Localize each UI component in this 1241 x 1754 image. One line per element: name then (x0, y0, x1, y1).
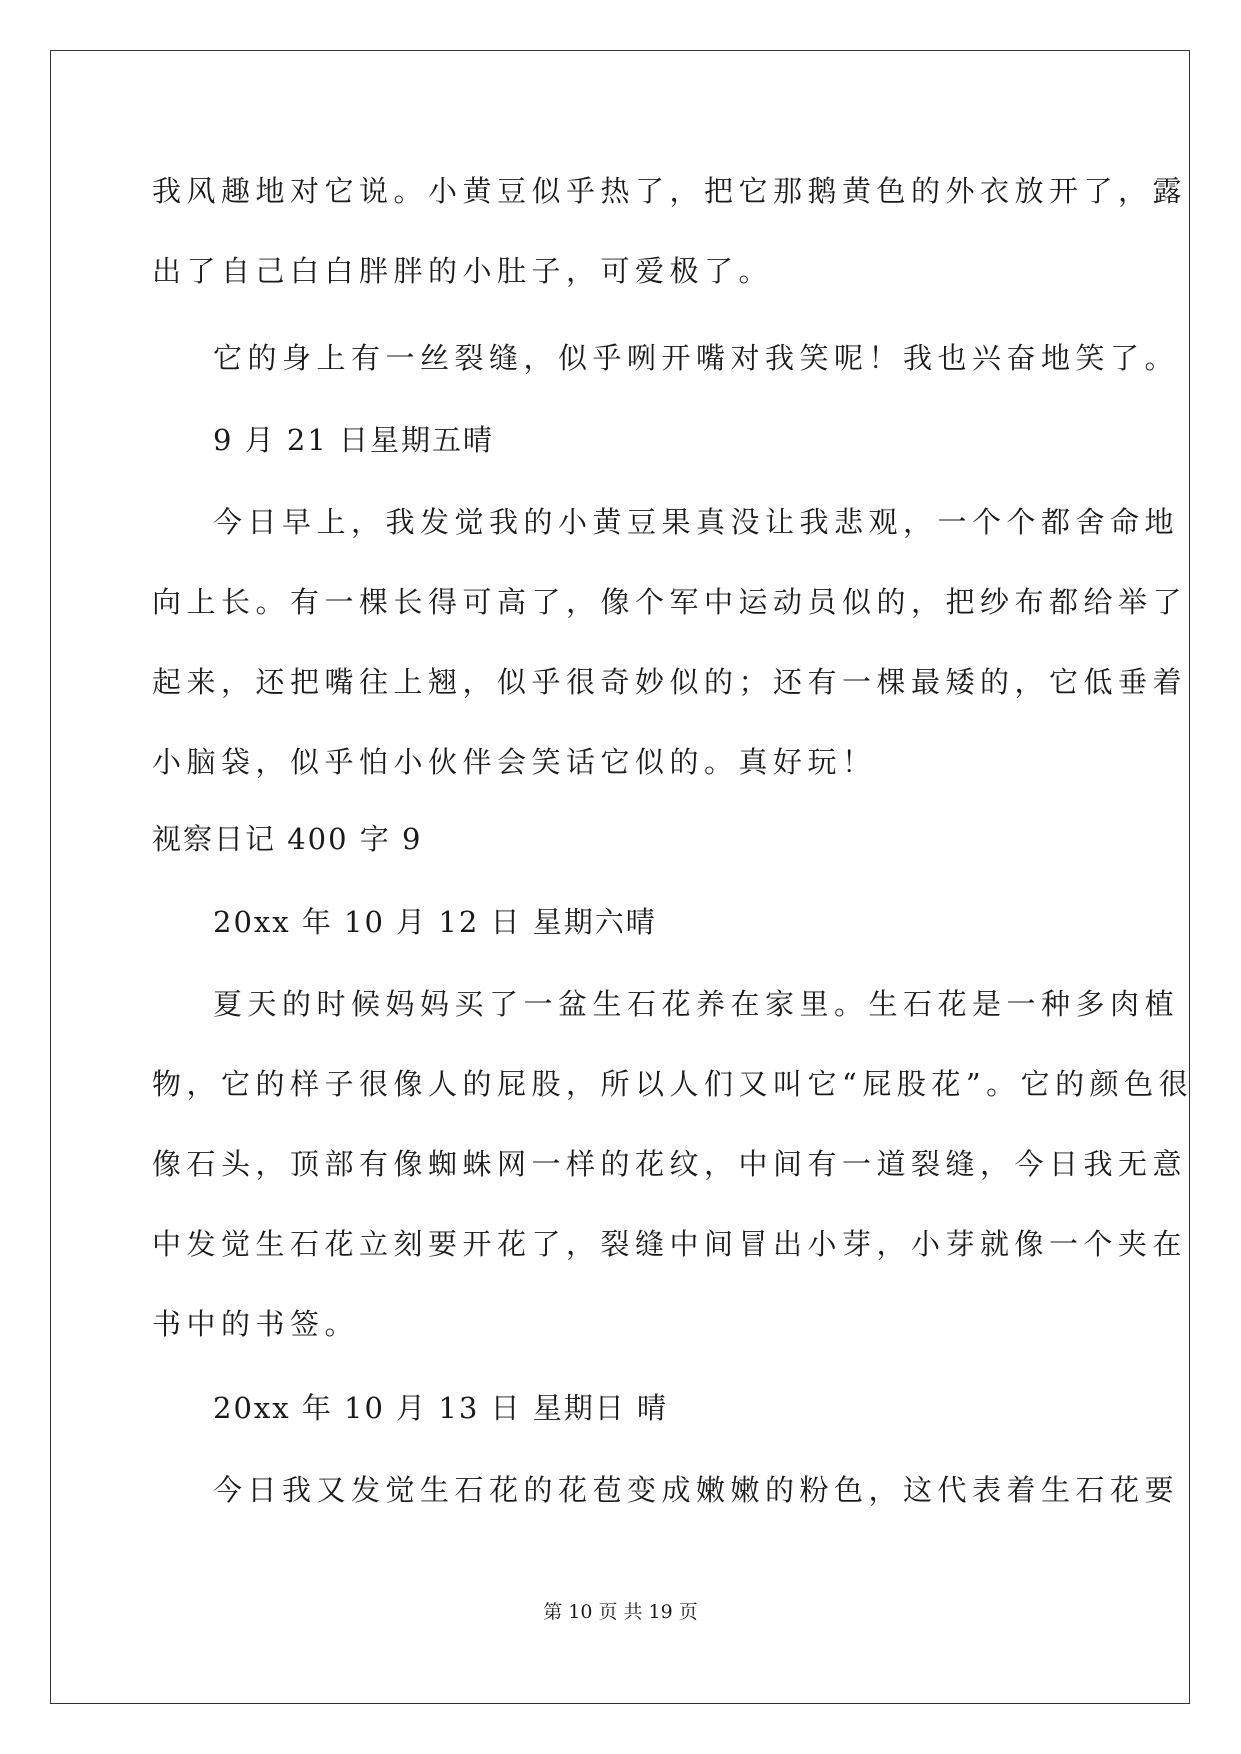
paragraph-line: 物，它的样子很像人的屁股，所以人们又叫它“屁股花”。它的颜色很 (152, 1067, 1194, 1101)
paragraph-line: 今日早上，我发觉我的小黄豆果真没让我悲观，一个个都舍命地 (213, 505, 1180, 539)
diary-date-heading: 20xx 年 10 月 13 日 星期日 晴 (213, 1391, 668, 1425)
paragraph-line: 今日我又发觉生石花的花苞变成嫩嫩的粉色，这代表着生石花要 (213, 1473, 1180, 1507)
paragraph-line: 书中的书签。 (152, 1307, 360, 1341)
diary-date-heading: 20xx 年 10 月 12 日 星期六晴 (213, 905, 657, 939)
section-title: 视察日记 400 字 9 (152, 822, 423, 856)
paragraph-line: 中发觉生石花立刻要开花了，裂缝中间冒出小芽，小芽就像一个夹在 (152, 1227, 1188, 1261)
paragraph-line: 出了自己白白胖胖的小肚子，可爱极了。 (152, 254, 774, 288)
paragraph-line: 夏天的时候妈妈买了一盆生石花养在家里。生石花是一种多肉植 (213, 987, 1180, 1021)
paragraph-line: 小脑袋，似乎怕小伙伴会笑话它似的。真好玩！ (152, 745, 877, 779)
paragraph-line: 起来，还把嘴往上翘，似乎很奇妙似的；还有一棵最矮的，它低垂着 (152, 665, 1188, 699)
diary-date-heading: 9 月 21 日星期五晴 (213, 423, 495, 457)
paragraph-line: 像石头，顶部有像蜘蛛网一样的花纹，中间有一道裂缝，今日我无意 (152, 1147, 1188, 1181)
paragraph-line: 向上长。有一棵长得可高了，像个军中运动员似的，把纱布都给举了 (152, 585, 1188, 619)
paragraph-line: 它的身上有一丝裂缝，似乎咧开嘴对我笑呢！我也兴奋地笑了。 (213, 341, 1180, 375)
paragraph-line: 我风趣地对它说。小黄豆似乎热了，把它那鹅黄色的外衣放开了，露 (152, 174, 1188, 208)
page-border (50, 50, 1190, 1704)
page-number-footer: 第 10 页 共 19 页 (543, 1601, 698, 1623)
